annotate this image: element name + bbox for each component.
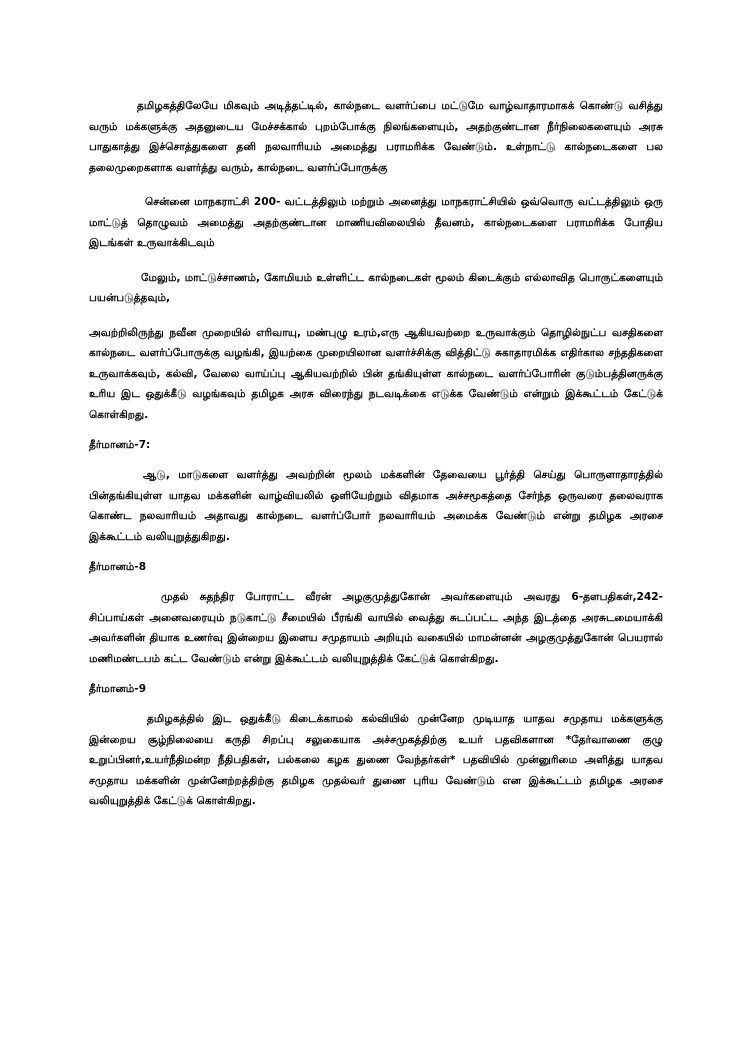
paragraph-cattle-shed: சென்னை மாநகராட்சி 200- வட்டத்திலும் மற்றும் அனைத்து மாநகராட்சியில் ஒவ்வொரு வட்டத்திலும் ஒரு மாட்டுத் தொழுவம் அமைத்து அதற்குண்டான மாணியவிலையில் தீவனம், கால்நடைகளை பராமரிக்க போதிய இடங்கள் உருவாக்கிடவும்	[89, 196, 663, 249]
paragraph-cattle-products: மேலும், மாட்டுச்சாணம், கோமியம் உள்ளிட்ட கால்நடைகள் மூலம் கிடைக்கும் எல்லாவித பொருட்களையும் பயன்படுத்தவும்,	[89, 271, 663, 304]
heading-resolution-7: தீர்மானம்-7:	[89, 439, 151, 451]
paragraph-modern-methods: அவற்றிலிருந்து நவீன முறையில் எரிவாயு, மண்புழு உரம்,எரு ஆகியவற்றை உருவாக்கும் தொழில்நுட்ப வசதிகளை கால்நடை வளர்ப்போருக்கு வழங்கி, இயற்கை முறையிலான வளர்ச்சிக்கு வித்திட்டு சுகாதாரமிக்க எதிர்கால சந்ததிகளை உருவாக்கவும், கல்வி, வேலை வாய்ப்பு ஆகியவற்றில் பின் தங்கியுள்ள கால்நடை வளர்ப்போரின் குடும்பத்தினருக்கு உரிய இட ஒதுக்கீடு வழங்கவும் தமிழக அரசு விரைந்து நடவடிக்கை எடுக்க வேண்டும் என்றும் இக்கூட்டம் கேட்டுக் கொள்கிறது.	[89, 326, 663, 421]
heading-resolution-9: தீர்மானம்-9	[89, 683, 147, 695]
paragraph-welfare-board: ஆடு, மாடுகளை வளர்த்து அவற்றின் மூலம் மக்களின் தேவையை பூர்த்தி செய்து பொருளாதாரத்தில் பின்தங்கியுள்ள யாதவ மக்களின் வாழ்வியலில் ஒளியேற்றும் விதமாக அச்சமூகத்தை சேர்ந்த ஒருவரை தலைவராக கொண்ட நலவாரியம் அதாவது கால்நடை வளர்ப்போர் நலவாரியம் அமைக்க வேண்டும் என்று தமிழக அரசை இக்கூட்டம் வலியுறுத்துகிறது.	[89, 469, 663, 543]
document-page	[89, 96, 663, 812]
paragraph-reservation: தமிழகத்தில் இட ஒதுக்கீடு கிடைக்காமல் கல்வியில் முன்னேற முடியாத யாதவ சமுதாய மக்களுக்கு இன்றைய சூழ்நிலையை கருதி சிறப்பு சலுகையாக அச்சமுகத்திற்கு உயர் பதவிகளான *தேர்வாணை குழு உறுப்பினர்,உயர்நீதிமன்ற நீதிபதிகள், பல்கலை கழக துணை வேந்தர்கள்* பதவியில் முன்னுரிமை அளித்து யாதவ சமுதாய மக்களின் முன்னேற்றத்திற்கு தமிழக முதல்வர் துணை புரிய வேண்டும் என இக்கூட்டம் தமிழக அரசை வலியுறுத்திக் கேட்டுக் கொள்கிறது.	[89, 713, 663, 807]
paragraph-memorial-hall: முதல் சுதந்திர போராட்ட வீரன் அழகுமுத்துகோன் அவர்களையும் அவரது 6-தளபதிகள்,242- சிப்பாய்கள் அனைவரையும் நடுகாட்டு சீமையில் பீரங்கி வாயில் வைத்து சுடப்பட்ட அந்த இடத்தை அரசுடமையாக்கி அவர்களின் தியாக உணர்வு இன்றைய இளைய சமுதாயம் அறியும் வகையில் மாமன்னன் அழகுமுத்துகோன் பெயரால் மணிமண்டபம் கட்ட வேண்டும் என்று இக்கூட்டம் வலியுறுத்திக் கேட்டுக் கொள்கிறது.	[89, 591, 663, 665]
heading-resolution-8: தீர்மானம்-8	[89, 561, 147, 573]
paragraph-livestock-land: தமிழகத்திலேயே மிகவும் அடித்தட்டில், கால்நடை வளர்ப்பை மட்டுமே வாழ்வாதாரமாகக் கொண்டு வசித்து வரும் மக்களுக்கு அதனுடைய மேச்சக்கால் புறம்போக்கு நிலங்களையும், அதற்குண்டான நீர்நிலைகளையும் அரசு பாதுகாத்து இச்சொத்துகளை தனி நலவாரியம் அமைத்து பராமரிக்க வேண்டும். உள்நாட்டு கால்நடைகளை பல தலைமுறைகளாக வளர்த்து வரும், கால்நடை வளர்ப்போருக்கு	[89, 100, 663, 174]
